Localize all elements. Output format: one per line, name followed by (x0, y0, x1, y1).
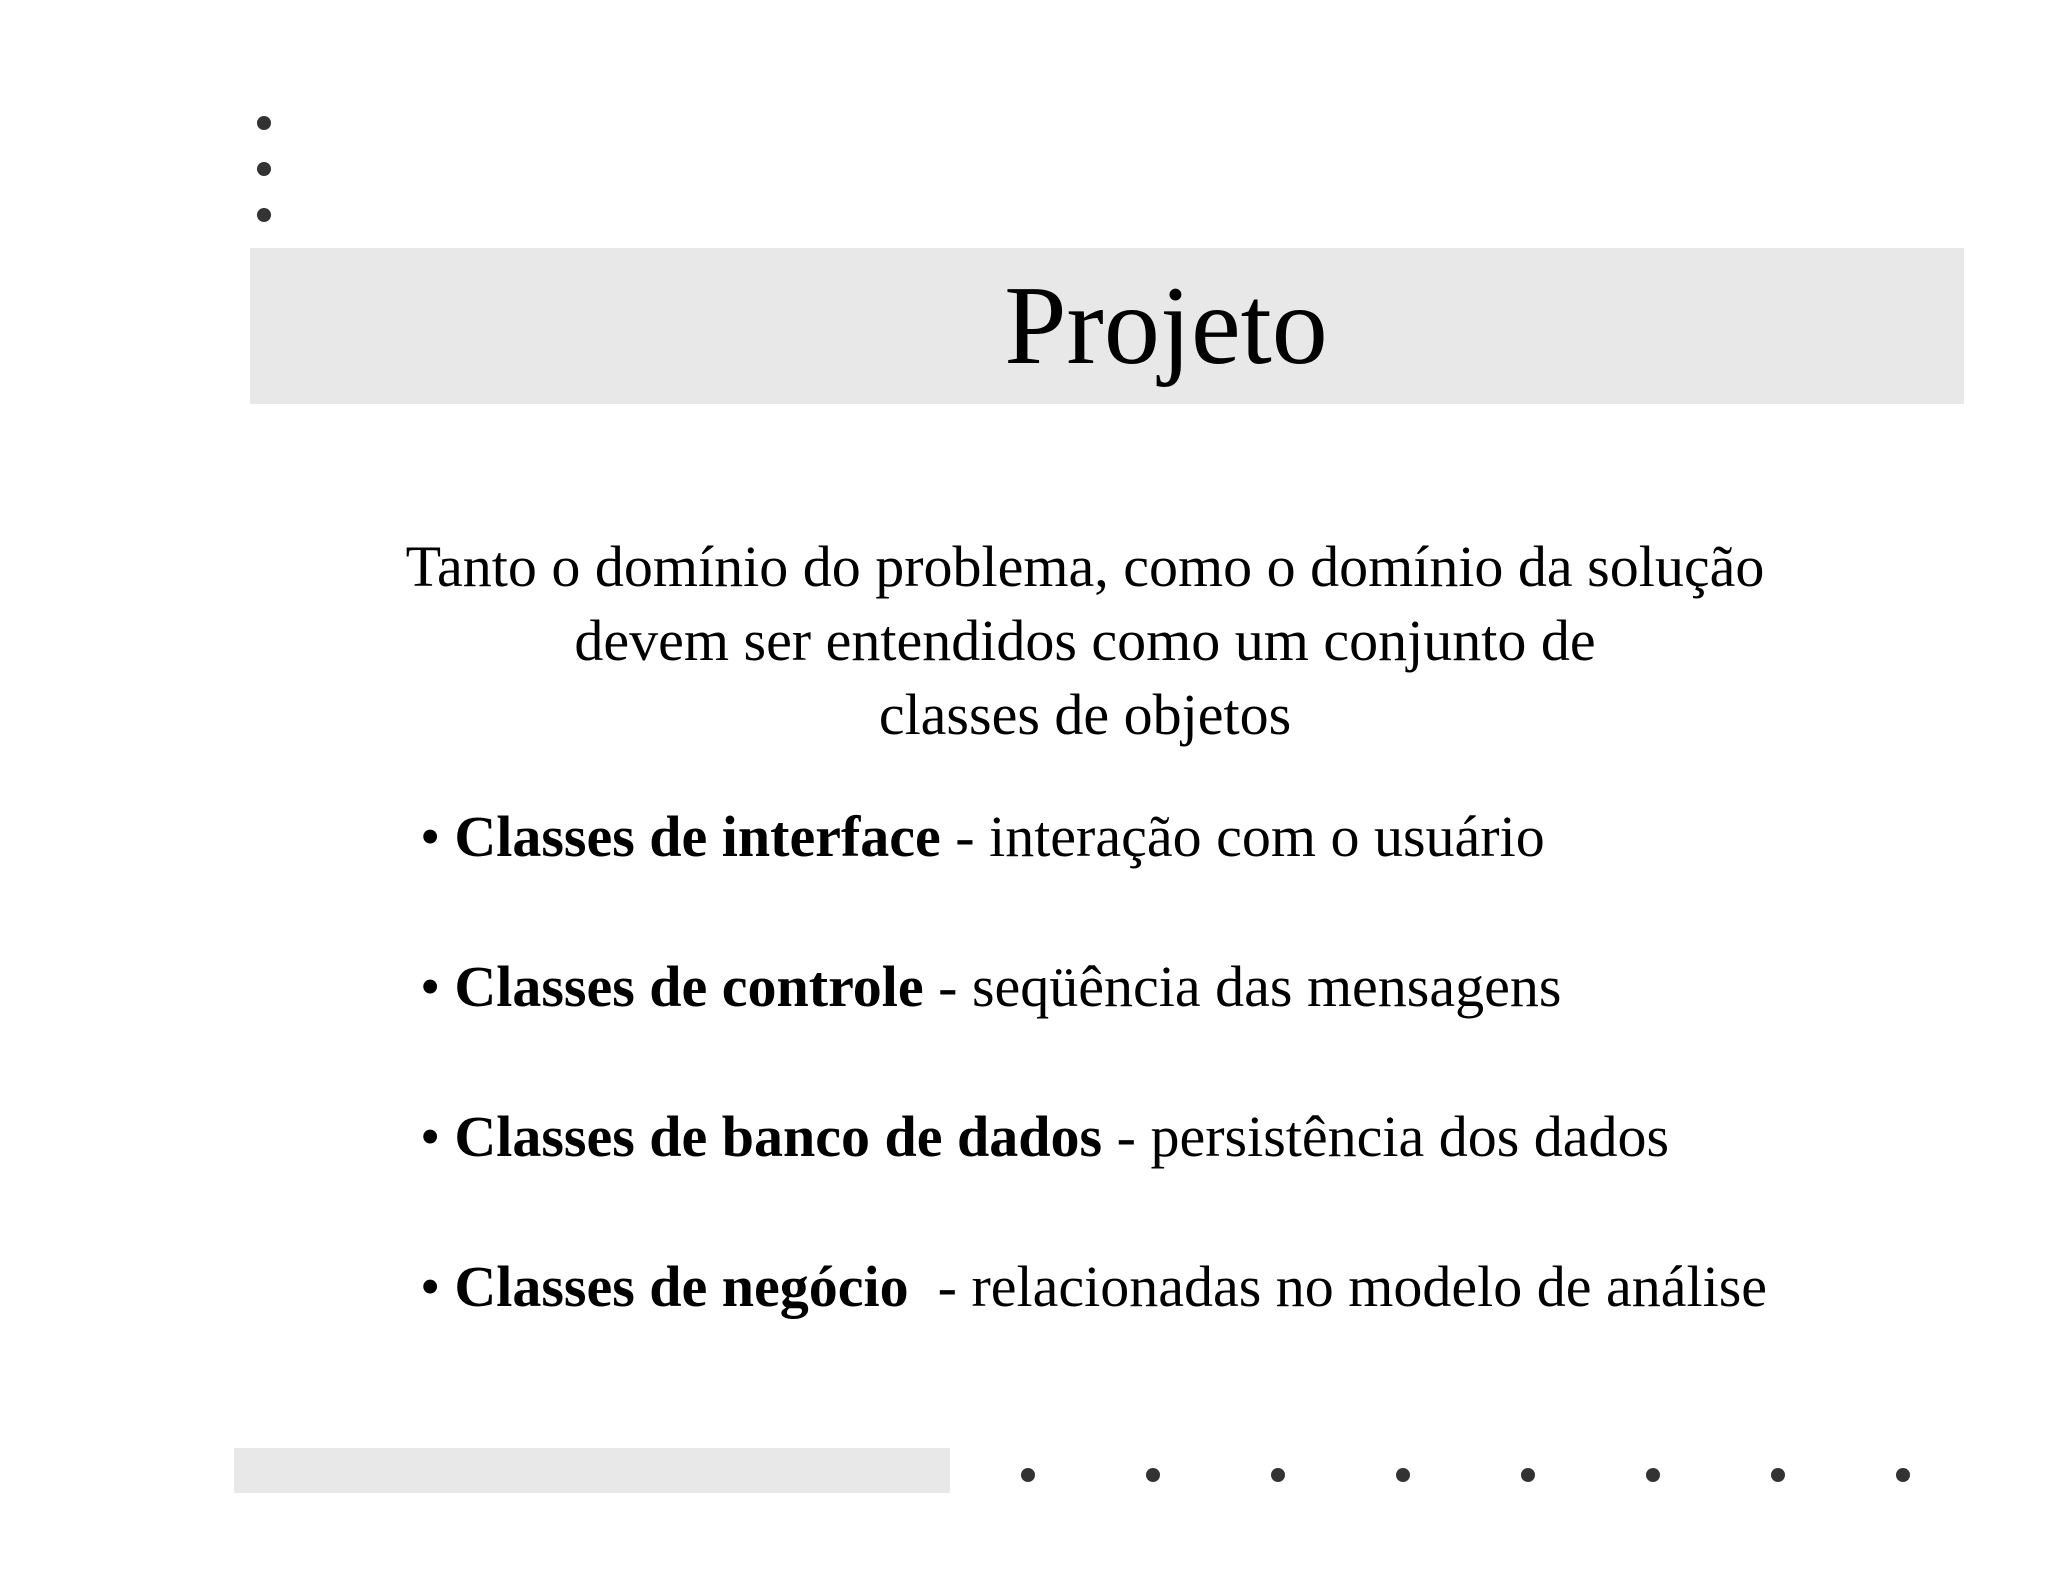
bullet-separator: - (940, 804, 990, 869)
decor-dot-horizontal-5 (1521, 1468, 1535, 1482)
decor-dot-horizontal-4 (1396, 1468, 1410, 1482)
bullet-list (420, 800, 2000, 1400)
footer-band (234, 1448, 950, 1493)
title-band (250, 248, 1964, 404)
decor-dot-vertical-1 (257, 116, 271, 130)
bullet-item-controle (420, 950, 2000, 1100)
intro-line-2: devem ser entendidos como um conjunto de (574, 608, 1596, 673)
bullet-mark: • (420, 954, 441, 1019)
intro-line-1: Tanto o domínio do problema, como o domínio da solução (405, 534, 1765, 599)
bullet-mark: • (420, 804, 441, 869)
bullet-separator: - (1102, 1104, 1151, 1169)
bullet-description: interação com o usuário (989, 804, 1545, 869)
intro-paragraph (300, 530, 1870, 752)
bullet-mark: • (420, 1104, 441, 1169)
bullet-term: Classes de negócio (454, 1254, 909, 1319)
decor-dot-horizontal-7 (1771, 1468, 1785, 1482)
decor-dot-vertical-3 (257, 208, 271, 222)
intro-line-3: classes de objetos (878, 682, 1292, 747)
decor-dot-vertical-2 (257, 162, 271, 176)
bullet-term: Classes de banco de dados (454, 1104, 1103, 1169)
decor-dot-horizontal-6 (1646, 1468, 1660, 1482)
bullet-separator: - (923, 954, 972, 1019)
bullet-item-negocio (420, 1250, 2000, 1400)
decor-dot-horizontal-1 (1021, 1468, 1035, 1482)
bullet-description: persistência dos dados (1150, 1104, 1670, 1169)
decor-dot-horizontal-8 (1896, 1468, 1910, 1482)
slide-title: Projeto (1004, 264, 1328, 388)
decor-dot-horizontal-2 (1146, 1468, 1160, 1482)
bullet-separator: - (908, 1254, 972, 1319)
bullet-term: Classes de controle (454, 954, 924, 1019)
bullet-description: relacionadas no modelo de análise (971, 1254, 1768, 1319)
decor-dot-horizontal-3 (1271, 1468, 1285, 1482)
bullet-description: seqüência das mensagens (971, 954, 1562, 1019)
bullet-mark: • (420, 1254, 441, 1319)
bullet-item-banco-de-dados (420, 1100, 2000, 1250)
bullet-item-interface (420, 800, 2000, 950)
bullet-term: Classes de interface (454, 804, 941, 869)
